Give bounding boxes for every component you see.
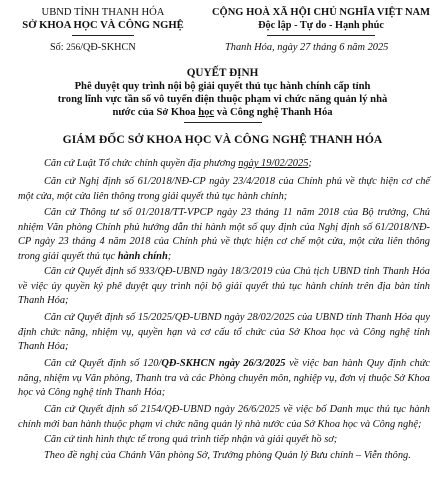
number-prefix: Số: [50,42,64,53]
p3-bold: hành chính [117,250,168,262]
subject-line3-end: và Công nghệ Thanh Hóa [214,107,333,118]
authority-heading: GIÁM ĐỐC SỞ KHOA HỌC VÀ CÔNG NGHỆ THANH HÓA [62,133,383,146]
agency-underline [72,35,134,36]
document-number [50,42,136,53]
decision-subject-line2: trong lĩnh vực tần số vô tuyến điện thuộc phạm vi chức năng quản lý nhà [57,94,388,105]
subject-line3-underlined: học [198,107,215,118]
decision-subject-line1: Phê duyệt quy trình nội bộ giải quyết thủ tục hành chính cấp tỉnh [74,81,371,92]
p1-end: ; [308,158,312,169]
basis-paragraph-2: Căn cứ Nghị định số 61/2018/NĐ-CP ngày 23/4/2018 của Chính phủ về thực hiện cơ chế một cửa, một cửa liên thông trong giải quyết thủ tục hành chính; [18,176,430,202]
decision-subject-line3 [0,107,445,118]
p1-text: Căn cứ Luật Tổ chức chính quyền địa phương [44,158,239,169]
basis-paragraph-9: Theo đề nghị của Chánh Văn phòng Sở, Trưởng phòng Quản lý Bưu chính – Viễn thông. [44,450,411,461]
basis-paragraph-3 [18,206,430,264]
basis-paragraph-7: Căn cứ Quyết định số 2154/QĐ-UBND ngày 26/6/2025 về việc bố Danh mục thủ tục hành chính mới ban hành thuộc phạm vi chức năng quản lý nhà nước của Sở Khoa học và Công nghệ; [18,404,430,430]
national-motto: Độc lập - Tự do - Hạnh phúc [258,20,384,31]
basis-paragraph-8: Căn cứ tình hình thực tế trong quá trình tiếp nhận và giải quyết hồ sơ; [44,434,338,445]
national-title: CỘNG HOÀ XÃ HỘI CHỦ NGHĨA VIỆT NAM [211,7,431,18]
basis-paragraph-1 [18,157,430,172]
issuing-agency: SỞ KHOA HỌC VÀ CÔNG NGHỆ [22,20,184,31]
subject-line3-start: nước của Sở Khoa [112,107,199,118]
basis-paragraph-6 [18,357,430,401]
p6-text: Căn cứ Quyết định số 120/ [44,358,162,369]
basis-paragraph-4: Căn cứ Quyết định số 933/QĐ-UBND ngày 18/3/2019 của Chủ tịch UBND tỉnh Thanh Hóa về việc ủy quyền ký phê duyệt quy trình nội bộ giải quyết thủ tục hành chính trên địa bàn tỉnh Thanh Hóa; [18,266,430,307]
p1-date: ngày 19/02/2025 [238,158,309,169]
motto-underline [267,35,375,36]
issuing-authority-parent: UBND TỈNH THANH HÓA [41,7,165,18]
p6-bold: QĐ-SKHCN ngày 26/3/2025 [161,358,286,369]
decision-title: QUYẾT ĐỊNH [186,67,259,79]
basis-paragraph-5: Căn cứ Quyết định số 15/2025/QĐ-UBND ngày 28/02/2025 của UBND tỉnh Thanh Hóa quy định chức năng, nhiệm vụ, quyền hạn và cơ cấu tổ chức của Sở Khoa học và Công nghệ tỉnh Thanh Hóa; [18,312,430,353]
p6-end: về việc ban hành Quy định chức năng, nhiệm vụ Văn phòng, Thanh tra và các Phòng chuyên môn, nghiệp vụ, đơn vị thuộc Sở Khoa học và Công nghệ tỉnh Thanh Hóa; [18,358,430,399]
number-suffix: /QĐ-SKHCN [80,42,136,53]
number-value: 256 [66,43,81,53]
p3-text: Căn cứ Thông tư số 01/2018/TT-VPCP ngày 23 tháng 11 năm 2018 của Bộ trưởng, Chủ nhiệm Văn phòng Chính phủ hướng dẫn thi hành một số quy định của Nghị định số 61/2018/NĐ-CP ngày 23 tháng 4 năm 2018 của Chính phủ về thực hiện cơ chế một cửa, một cửa liên thông trong giải quyết thủ tục [18,207,430,262]
p3-end: ; [167,250,172,262]
title-underline [184,122,262,123]
issue-date: Thanh Hóa, ngày 27 tháng 6 năm 2025 [225,42,389,53]
